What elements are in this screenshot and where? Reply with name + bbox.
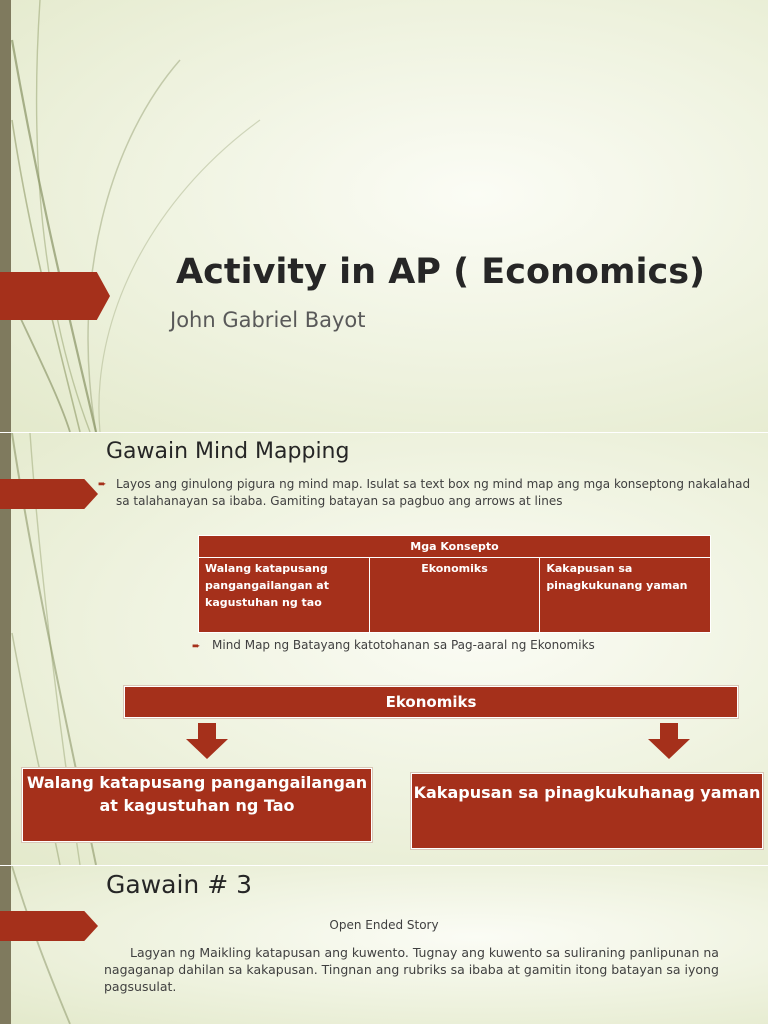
table-cell: Ekonomiks	[369, 558, 540, 633]
slide-title	[0, 0, 768, 432]
left-accent-bar	[0, 866, 11, 1024]
down-arrow-icon	[186, 723, 228, 759]
decorative-swirl-graphic	[0, 0, 320, 432]
story-instructions: Lagyan ng Maikling katapusan ang kuwento. Tugnay ang kuwento sa suliraning panlipunan na nagaganap dahilan sa kakapusan. Tingnan ang rubriks sa ibaba at gamitin itong batayan sa iyong pagsusulat.	[104, 945, 719, 994]
slide-title: Gawain Mind Mapping	[106, 439, 350, 464]
slide-title: Gawain # 3	[106, 870, 252, 899]
presentation-title: Activity in AP ( Economics)	[176, 252, 706, 292]
mind-map-caption: Mind Map ng Batayang katotohanan sa Pag-aaral ng Ekonomiks	[212, 638, 595, 652]
table-cell: Kakapusan sa pinagkukunang yaman	[540, 558, 711, 633]
left-accent-bar	[0, 0, 11, 432]
bullet-arrow-icon: ➨	[192, 641, 201, 652]
instruction-text: Layos ang ginulong pigura ng mind map. Isulat sa text box ng mind map ang mga konseptong nakalahad sa talahanayan sa ibaba. Gamiting batayan sa pagbuo ang arrows at lines	[116, 477, 751, 508]
table-header: Mga Konsepto	[199, 536, 711, 558]
mindmap-left-box: Walang katapusang pangangailangan at kagustuhan ng Tao	[22, 768, 372, 842]
down-arrow-icon	[648, 723, 690, 759]
bullet-arrow-icon: ➨	[98, 479, 107, 490]
story-subtitle: Open Ended Story	[329, 918, 439, 932]
title-accent-tab	[0, 272, 110, 320]
slide-mind-mapping	[0, 433, 768, 865]
author-name: John Gabriel Bayot	[170, 308, 366, 332]
title-accent-tab	[0, 479, 98, 509]
table-cell: Walang katapusang pangangailangan at kagustuhan ng tao	[199, 558, 370, 633]
mindmap-right-box: Kakapusan sa pinagkukuhanag yaman	[411, 773, 763, 849]
slide-gawain-3	[0, 866, 768, 1024]
mindmap-center-box: Ekonomiks	[124, 686, 738, 718]
concepts-table	[198, 535, 711, 633]
